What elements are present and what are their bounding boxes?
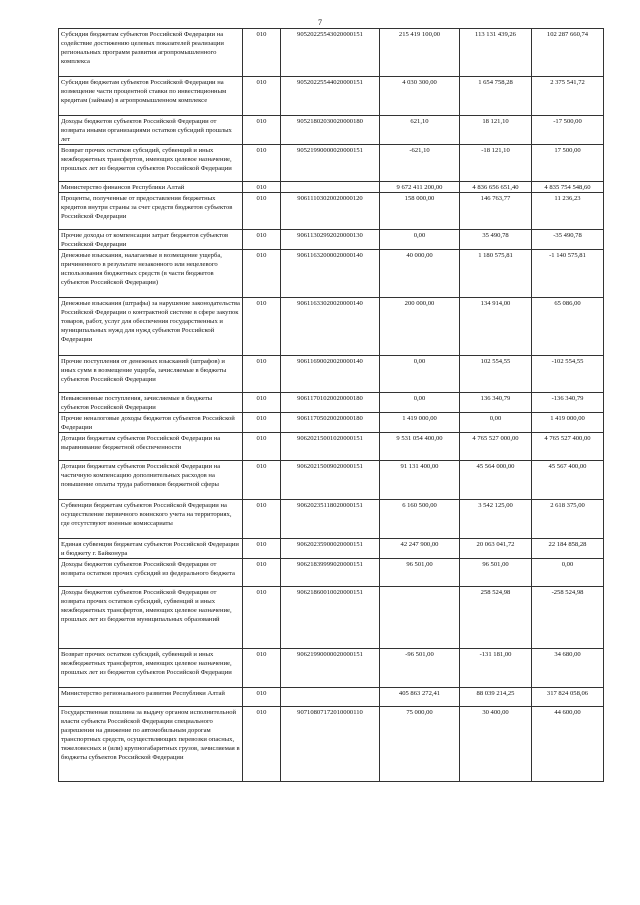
approved-amount-cell: 75 000,00: [380, 707, 460, 782]
income-name-cell: Государственная пошлина за выдачу органом исполнительной власти субъекта Российской Федерации специального разрешения на движение по автомобильным дорогам транспортных средств, осуществляющих перевозки опасных, тяжеловесных и (или) крупногабаритных грузов, зачисляемая в бюджеты субъектов Российской Федерации: [59, 707, 243, 782]
budget-classification-code-cell: 90611103020020000120: [281, 193, 380, 230]
remaining-amount-cell: 2 375 541,72: [532, 77, 604, 116]
budget-classification-code-cell: 90621860010020000151: [281, 587, 380, 649]
approved-amount-cell: 0,00: [380, 393, 460, 413]
approved-amount-cell: 91 131 400,00: [380, 461, 460, 500]
line-code-cell: 010: [243, 688, 281, 707]
remaining-amount-cell: 1 419 000,00: [532, 413, 604, 433]
remaining-amount-cell: 65 086,00: [532, 298, 604, 356]
approved-amount-cell: 621,10: [380, 116, 460, 145]
executed-amount-cell: 96 501,00: [460, 559, 532, 587]
approved-amount-cell: 96 501,00: [380, 559, 460, 587]
executed-amount-cell: 113 131 439,26: [460, 29, 532, 77]
budget-income-table: [58, 28, 604, 782]
approved-amount-cell: 200 000,00: [380, 298, 460, 356]
income-name-cell: Субсидии бюджетам субъектов Российской Федерации на возмещение части процентной ставки по инвестиционным кредитам (займам) в агропромышленном комплексе: [59, 77, 243, 116]
executed-amount-cell: 30 400,00: [460, 707, 532, 782]
budget-classification-code-cell: 90620215001020000151: [281, 433, 380, 461]
remaining-amount-cell: 22 184 858,28: [532, 539, 604, 559]
table-row: [59, 145, 604, 182]
income-name-cell: Денежные взыскания, налагаемые в возмещение ущерба, причиненного в результате незаконного или нецелевого использования бюджетных средств (в части бюджетов субъектов Российской Федерации): [59, 250, 243, 298]
income-name-cell: Проценты, полученные от предоставления бюджетных кредитов внутри страны за счет средств бюджетов субъектов Российской Федерации: [59, 193, 243, 230]
income-name-cell: Министерство регионального развития Республики Алтай: [59, 688, 243, 707]
remaining-amount-cell: 11 236,23: [532, 193, 604, 230]
budget-classification-code-cell: 90621990000020000151: [281, 649, 380, 688]
approved-amount-cell: [380, 587, 460, 649]
budget-classification-code-cell: 90620235900020000151: [281, 539, 380, 559]
table-row: [59, 29, 604, 77]
remaining-amount-cell: 17 500,00: [532, 145, 604, 182]
remaining-amount-cell: 44 600,00: [532, 707, 604, 782]
line-code-cell: 010: [243, 461, 281, 500]
table-row: [59, 707, 604, 782]
executed-amount-cell: 1 180 575,81: [460, 250, 532, 298]
remaining-amount-cell: 45 567 400,00: [532, 461, 604, 500]
line-code-cell: 010: [243, 77, 281, 116]
line-code-cell: 010: [243, 413, 281, 433]
line-code-cell: 010: [243, 356, 281, 393]
approved-amount-cell: 42 247 900,00: [380, 539, 460, 559]
remaining-amount-cell: -136 340,79: [532, 393, 604, 413]
approved-amount-cell: 0,00: [380, 356, 460, 393]
budget-classification-code-cell: 90620215009020000151: [281, 461, 380, 500]
table-row: [59, 649, 604, 688]
income-name-cell: Прочие неналоговые доходы бюджетов субъектов Российской Федерации: [59, 413, 243, 433]
executed-amount-cell: 258 524,98: [460, 587, 532, 649]
remaining-amount-cell: 317 824 058,06: [532, 688, 604, 707]
executed-amount-cell: -18 121,10: [460, 145, 532, 182]
budget-classification-code-cell: 90611633020020000140: [281, 298, 380, 356]
budget-classification-code-cell: 90611690020020000140: [281, 356, 380, 393]
line-code-cell: 010: [243, 298, 281, 356]
budget-classification-code-cell: 90520225543020000151: [281, 29, 380, 77]
executed-amount-cell: 20 063 041,72: [460, 539, 532, 559]
executed-amount-cell: 134 914,00: [460, 298, 532, 356]
income-name-cell: Доходы бюджетов субъектов Российской Федерации от возврата прочих остатков субсидий, субвенций и иных межбюджетных трансфертов, имеющих целевое назначение, прошлых лет из бюджетов муниципальных образований: [59, 587, 243, 649]
approved-amount-cell: 9 672 411 200,00: [380, 182, 460, 193]
remaining-amount-cell: -17 500,00: [532, 116, 604, 145]
table-row: [59, 356, 604, 393]
executed-amount-cell: -131 181,00: [460, 649, 532, 688]
budget-classification-code-cell: 90620235118020000151: [281, 500, 380, 539]
budget-classification-code-cell: [281, 688, 380, 707]
executed-amount-cell: 102 554,55: [460, 356, 532, 393]
budget-classification-code-cell: 90710807172010000110: [281, 707, 380, 782]
budget-classification-code-cell: [281, 182, 380, 193]
approved-amount-cell: 215 419 100,00: [380, 29, 460, 77]
income-name-cell: Субсидия бюджетам субъектов Российской Федерации на содействие достижению целевых показателей реализации региональных программ развития агропромышленного комплекса: [59, 29, 243, 77]
budget-classification-code-cell: 90611705020020000180: [281, 413, 380, 433]
income-name-cell: Прочие доходы от компенсации затрат бюджетов субъектов Российской Федерации: [59, 230, 243, 250]
table-row: [59, 230, 604, 250]
executed-amount-cell: 146 763,77: [460, 193, 532, 230]
executed-amount-cell: 35 490,78: [460, 230, 532, 250]
table-row: [59, 587, 604, 649]
line-code-cell: 010: [243, 587, 281, 649]
income-name-cell: Прочие поступления от денежных взысканий (штрафов) и иных сумм в возмещение ущерба, зачисляемые в бюджеты субъектов Российской Федерации: [59, 356, 243, 393]
line-code-cell: 010: [243, 250, 281, 298]
income-name-cell: Министерство финансов Республики Алтай: [59, 182, 243, 193]
executed-amount-cell: 4 836 656 651,40: [460, 182, 532, 193]
approved-amount-cell: -96 501,00: [380, 649, 460, 688]
line-code-cell: 010: [243, 182, 281, 193]
line-code-cell: 010: [243, 29, 281, 77]
table-row: [59, 182, 604, 193]
remaining-amount-cell: -35 490,78: [532, 230, 604, 250]
page-number: 7: [318, 18, 322, 27]
line-code-cell: 010: [243, 559, 281, 587]
line-code-cell: 010: [243, 500, 281, 539]
approved-amount-cell: 40 000,00: [380, 250, 460, 298]
executed-amount-cell: 1 654 758,28: [460, 77, 532, 116]
table-row: [59, 688, 604, 707]
budget-classification-code-cell: 90521990000020000151: [281, 145, 380, 182]
income-name-cell: Возврат прочих остатков субсидий, субвенций и иных межбюджетных трансфертов, имеющих целевое назначение, прошлых лет из бюджетов субъектов Российской Федерации: [59, 649, 243, 688]
table-row: [59, 559, 604, 587]
remaining-amount-cell: 102 287 660,74: [532, 29, 604, 77]
budget-classification-code-cell: 90611302992020000130: [281, 230, 380, 250]
executed-amount-cell: 45 564 000,00: [460, 461, 532, 500]
executed-amount-cell: 18 121,10: [460, 116, 532, 145]
remaining-amount-cell: 2 618 375,00: [532, 500, 604, 539]
remaining-amount-cell: 34 680,00: [532, 649, 604, 688]
income-name-cell: Невыясненные поступления, зачисляемые в бюджеты субъектов Российской Федерации: [59, 393, 243, 413]
remaining-amount-cell: -258 524,98: [532, 587, 604, 649]
table-row: [59, 393, 604, 413]
table-row: [59, 298, 604, 356]
executed-amount-cell: 4 765 527 000,00: [460, 433, 532, 461]
budget-classification-code-cell: 90611701020020000180: [281, 393, 380, 413]
approved-amount-cell: 4 030 300,00: [380, 77, 460, 116]
table-row: [59, 539, 604, 559]
line-code-cell: 010: [243, 230, 281, 250]
income-name-cell: Возврат прочих остатков субсидий, субвенций и иных межбюджетных трансфертов, имеющих целевое назначение, прошлых лет из бюджетов субъектов Российской Федерации: [59, 145, 243, 182]
executed-amount-cell: 0,00: [460, 413, 532, 433]
table-row: [59, 461, 604, 500]
table-row: [59, 193, 604, 230]
approved-amount-cell: 6 160 500,00: [380, 500, 460, 539]
table-row: [59, 77, 604, 116]
line-code-cell: 010: [243, 539, 281, 559]
table-body: [59, 29, 604, 782]
table-row: [59, 116, 604, 145]
line-code-cell: 010: [243, 145, 281, 182]
approved-amount-cell: -621,10: [380, 145, 460, 182]
approved-amount-cell: 0,00: [380, 230, 460, 250]
executed-amount-cell: 3 542 125,00: [460, 500, 532, 539]
approved-amount-cell: 405 863 272,41: [380, 688, 460, 707]
remaining-amount-cell: -1 140 575,81: [532, 250, 604, 298]
executed-amount-cell: 136 340,79: [460, 393, 532, 413]
income-name-cell: Дотации бюджетам субъектов Российской Федерации на частичную компенсацию дополнительных расходов на повышение оплаты труда работников бюджетной сферы: [59, 461, 243, 500]
line-code-cell: 010: [243, 649, 281, 688]
table-row: [59, 433, 604, 461]
approved-amount-cell: 158 000,00: [380, 193, 460, 230]
approved-amount-cell: 9 531 054 400,00: [380, 433, 460, 461]
remaining-amount-cell: -102 554,55: [532, 356, 604, 393]
budget-classification-code-cell: 90521802030020000180: [281, 116, 380, 145]
income-name-cell: Единая субвенция бюджетам субъектов Российской Федерации и бюджету г. Байконура: [59, 539, 243, 559]
budget-classification-code-cell: 90621839999020000151: [281, 559, 380, 587]
remaining-amount-cell: 4 765 527 400,00: [532, 433, 604, 461]
line-code-cell: 010: [243, 707, 281, 782]
executed-amount-cell: 88 039 214,25: [460, 688, 532, 707]
line-code-cell: 010: [243, 193, 281, 230]
income-name-cell: Доходы бюджетов субъектов Российской Федерации от возврата иными организациями остатков субсидий прошлых лет: [59, 116, 243, 145]
table-row: [59, 250, 604, 298]
line-code-cell: 010: [243, 433, 281, 461]
income-name-cell: Дотации бюджетам субъектов Российской Федерации на выравнивание бюджетной обеспеченности: [59, 433, 243, 461]
approved-amount-cell: 1 419 000,00: [380, 413, 460, 433]
income-name-cell: Денежные взыскания (штрафы) за нарушение законодательства Российской Федерации о контрактной системе в сфере закупок товаров, работ, услуг для обеспечения государственных и муниципальных нужд для нужд субъектов Российской Федерации: [59, 298, 243, 356]
budget-classification-code-cell: 90520225544020000151: [281, 77, 380, 116]
table-row: [59, 500, 604, 539]
budget-classification-code-cell: 90611632000020000140: [281, 250, 380, 298]
remaining-amount-cell: 0,00: [532, 559, 604, 587]
line-code-cell: 010: [243, 393, 281, 413]
income-name-cell: Доходы бюджетов субъектов Российской Федерации от возврата остатков прочих субсидий из федерального бюджета: [59, 559, 243, 587]
income-name-cell: Субвенции бюджетам субъектов Российской Федерации на осуществление первичного воинского учета на территориях, где отсутствуют военные комиссариаты: [59, 500, 243, 539]
table-row: [59, 413, 604, 433]
remaining-amount-cell: 4 835 754 548,60: [532, 182, 604, 193]
line-code-cell: 010: [243, 116, 281, 145]
